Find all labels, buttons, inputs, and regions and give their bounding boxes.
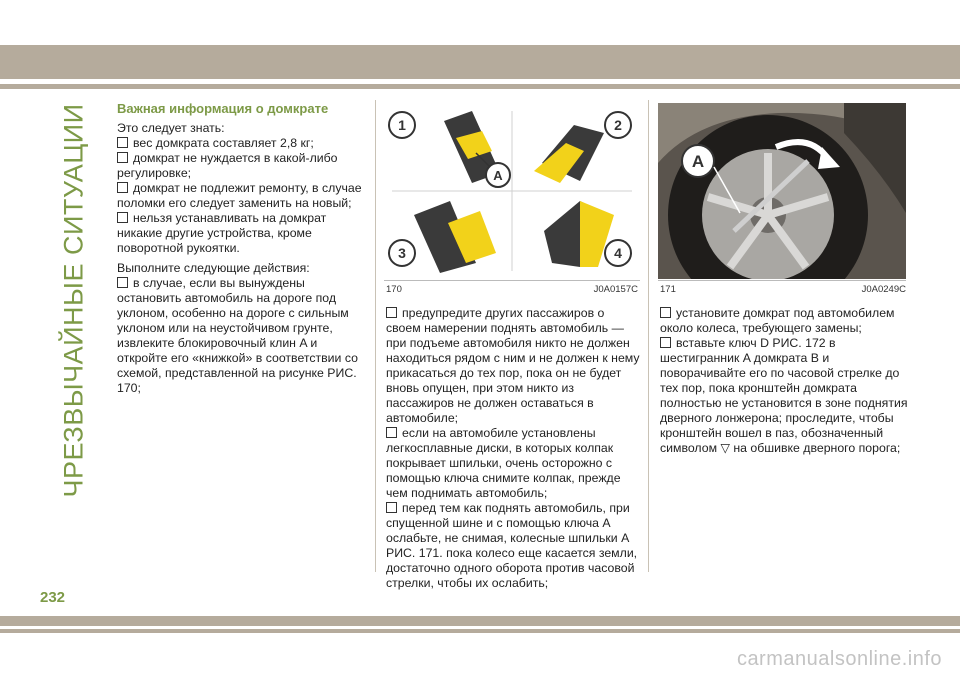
section-title: ЧРЕЗВЫЧАЙНЫЕ СИТУАЦИИ bbox=[58, 103, 89, 497]
checkbox-icon bbox=[386, 307, 397, 318]
wheel-wrench-illustration bbox=[658, 103, 906, 279]
svg-text:3: 3 bbox=[398, 245, 406, 261]
figure-170-caption bbox=[386, 284, 638, 295]
checkbox-icon bbox=[117, 152, 128, 163]
svg-text:A: A bbox=[493, 168, 503, 183]
svg-text:A: A bbox=[691, 152, 705, 171]
header-band bbox=[0, 45, 960, 79]
column-2 bbox=[386, 306, 640, 591]
column-divider bbox=[648, 100, 649, 572]
figure-number: 170 bbox=[386, 284, 402, 295]
page-number: 232 bbox=[40, 589, 66, 606]
wheel-chock-illustration bbox=[384, 103, 640, 279]
section-title-vertical bbox=[60, 100, 88, 500]
list-item: перед тем как поднять автомобиль, при спущенной шине и с помощью ключа A ослабьте, не снимая, колесные шпильки A РИС. 171. пока колесо еще касается земли, достаточно одного оборота против часовой стрелки, чтобы их ослабить; bbox=[386, 501, 638, 590]
list-item: домкрат не нуждается в какой-либо регулировке; bbox=[117, 151, 338, 180]
figure-171-caption bbox=[660, 284, 906, 295]
list-item: в случае, если вы вынуждены остановить автомобиль на дороге под уклоном, особенно на дороге с сильным уклоном или на неустойчивом грунте, извлеките блокировочный клин A и откройте его «книжкой» в соответствии со схемой, представленной на рисунке РИС. 170; bbox=[117, 276, 358, 395]
column-3 bbox=[660, 306, 908, 456]
checkbox-icon bbox=[386, 427, 397, 438]
checkbox-icon bbox=[117, 182, 128, 193]
svg-text:4: 4 bbox=[614, 245, 622, 261]
figure-171 bbox=[658, 103, 906, 279]
jack-info-heading: Важная информация о домкрате bbox=[117, 101, 329, 116]
actions-intro: Выполните следующие действия: bbox=[117, 261, 310, 275]
checkbox-icon bbox=[117, 212, 128, 223]
svg-text:2: 2 bbox=[614, 117, 622, 133]
figure-170 bbox=[384, 103, 640, 279]
column-divider bbox=[375, 100, 376, 572]
list-item: если на автомобиле установлены легкосплавные диски, в которых колпак покрывает шпильки, очень осторожно с помощью ключа снимите колпак, прежде чем поднимать автомобиль; bbox=[386, 426, 621, 500]
list-item: вставьте ключ D РИС. 172 в шестигранник A домкрата B и поворачивайте его по часовой стрелке до тех пор, пока кронштейн домкрата полностью не установится в зоне поднятия дверного лонжерона; проследите, чтобы кронштейн вошел в паз, обозначенный символом ▽ на обшивке дверного порога; bbox=[660, 336, 908, 455]
footer-band bbox=[0, 616, 960, 626]
checkbox-icon bbox=[660, 337, 671, 348]
list-item: нельзя устанавливать на домкрат никакие другие устройства, кроме поворотной рукоятки. bbox=[117, 211, 327, 255]
checkbox-icon bbox=[386, 502, 397, 513]
list-item: установите домкрат под автомобилем около колеса, требующего замены; bbox=[660, 306, 895, 335]
figure-number: 171 bbox=[660, 284, 676, 295]
header-rule bbox=[0, 84, 960, 89]
footer-rule bbox=[0, 629, 960, 633]
checkbox-icon bbox=[117, 137, 128, 148]
list-item: вес домкрата составляет 2,8 кг; bbox=[117, 136, 367, 151]
svg-text:1: 1 bbox=[398, 117, 406, 133]
list-item: домкрат не подлежит ремонту, в случае поломки его следует заменить на новый; bbox=[117, 181, 362, 210]
intro-text: Это следует знать: bbox=[117, 121, 225, 135]
checkbox-icon bbox=[117, 277, 128, 288]
checkbox-icon bbox=[660, 307, 671, 318]
figure-rule bbox=[384, 280, 640, 281]
watermark: carmanualsonline.info bbox=[736, 648, 942, 670]
figure-code: J0A0157C bbox=[593, 284, 638, 295]
list-item: предупредите других пассажиров о своем намерении поднять автомобиль — при подъеме автомобиля никто не должен находиться рядом с ним и не должен к нему прикасаться до тех пор, пока он не будет вновь опущен, при этом никто из пассажиров не должен оставаться в автомобиле; bbox=[386, 306, 640, 425]
figure-code: J0A0249C bbox=[861, 284, 906, 295]
figure-rule bbox=[658, 280, 906, 281]
column-1 bbox=[117, 101, 367, 396]
